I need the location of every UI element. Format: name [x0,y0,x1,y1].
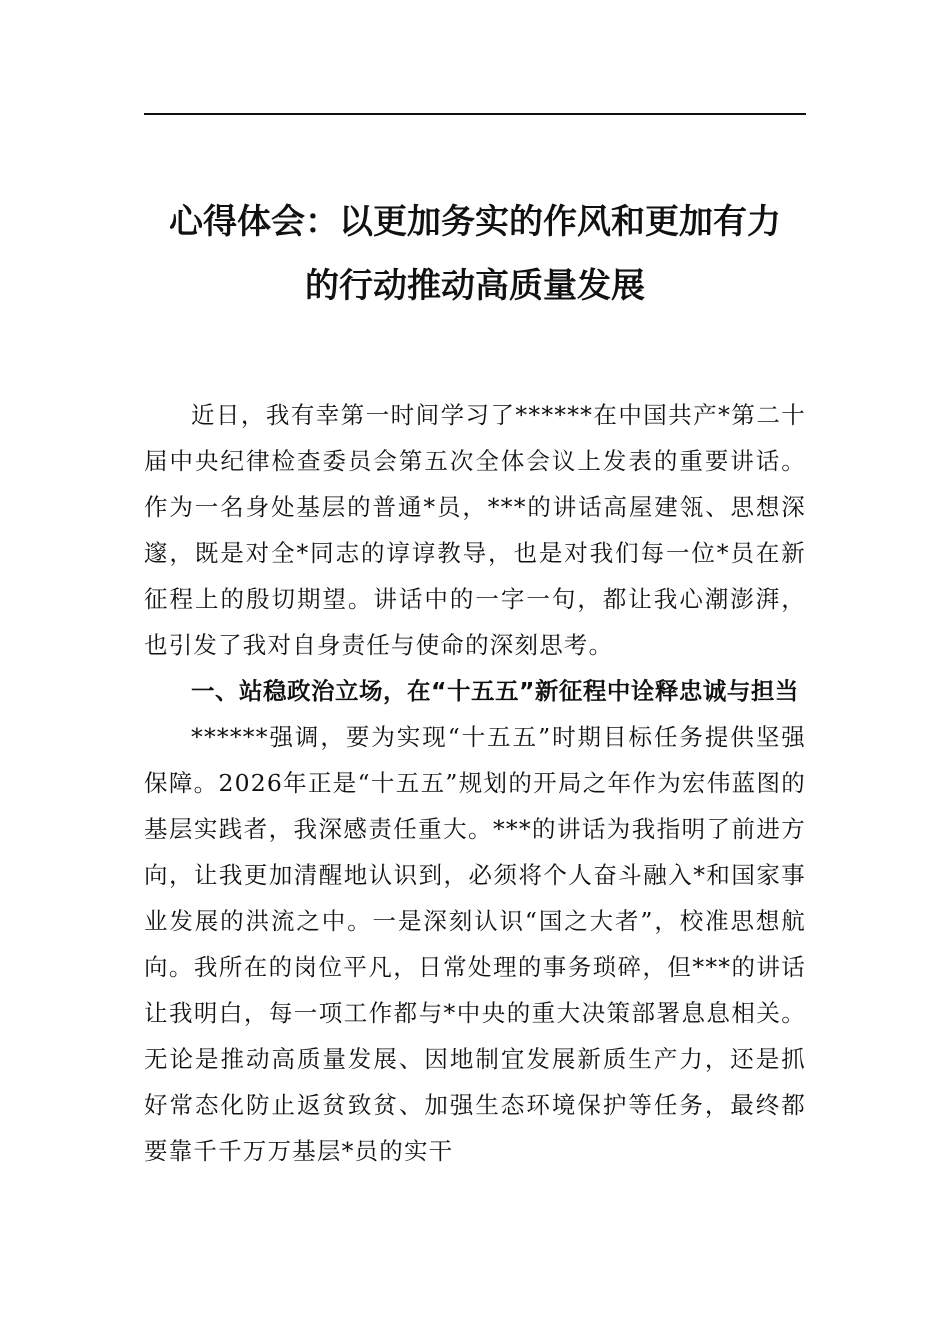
document-title [144,190,806,318]
intro-paragraph: 近日，我有幸第一时间学习了******在中国共产*第二十届中央纪律检查委员会第五次全体会议上发表的重要讲话。作为一名身处基层的普通*员，***的讲话高屋建瓴、思想深邃，既是对全*同志的谆谆教导，也是对我们每一位*员在新征程上的殷切期望。讲话中的一字一句，都让我心潮澎湃，也引发了我对自身责任与使命的深刻思考。 [144,401,806,659]
title-line-2: 的行动推动高质量发展 [305,266,645,306]
header-rule [144,113,806,115]
title-line-1: 心得体会：以更加务实的作风和更加有力 [169,202,781,242]
section-paragraph: ******强调，要为实现“十五五”时期目标任务提供坚强保障。2026年正是“十五五”规划的开局之年作为宏伟蓝图的基层实践者，我深感责任重大。***的讲话为我指明了前进方向，让我更加清醒地认识到，必须将个人奋斗融入*和国家事业发展的洪流之中。一是深刻认识“国之大者”，校准思想航向。我所在的岗位平凡，日常处理的事务琐碎，但***的讲话让我明白，每一项工作都与*中央的重大决策部署息息相关。无论是推动高质量发展、因地制宜发展新质生产力，还是抓好常态化防止返贫致贫、加强生态环境保护等任务，最终都要靠千千万万基层*员的实干 [144,723,806,1165]
document-body [144,392,806,1174]
section-heading: 一、站稳政治立场，在“十五五”新征程中诠释忠诚与担当 [191,677,799,705]
